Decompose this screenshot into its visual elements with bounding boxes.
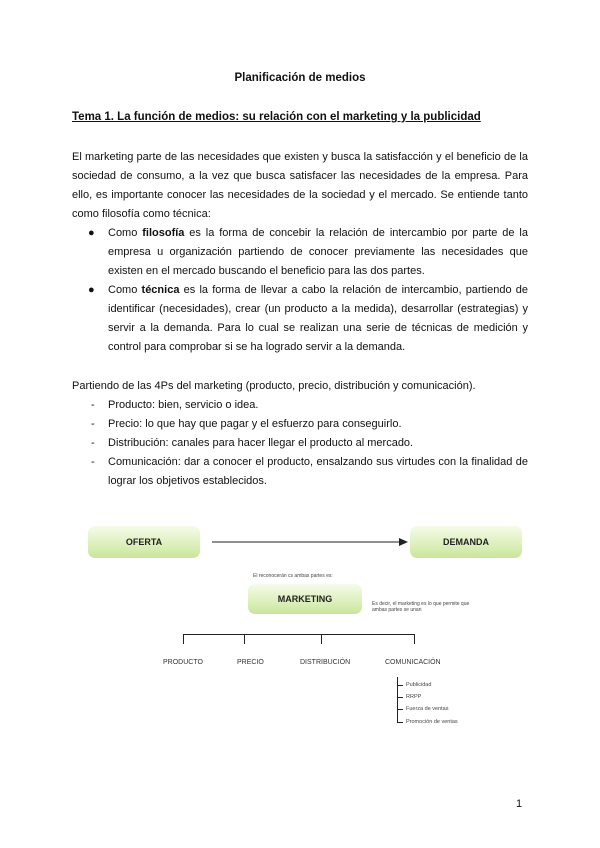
bullet-filosofia: [108, 224, 528, 281]
dash-marker: -: [91, 399, 95, 411]
bullet-marker: ●: [88, 284, 95, 296]
category-distribucion: DISTRIBUCIÓN: [300, 659, 351, 666]
tree-connector: [183, 634, 184, 644]
bullet-text: es la forma de llevar a cabo la relación de intercambio, partiendo de identificar (necesidades), crear (un producto a la medida), desarrollar (estrategias) y servir a la demanda. Para lo cual se realizan una serie de técnicas de medición y control para comprobar si se ha logrado servir a la demanda.: [108, 284, 528, 353]
dash-marker: -: [91, 437, 95, 449]
bullet-marker: ●: [88, 227, 95, 239]
note-right: Es decir, el marketing es lo que permite que ambas partes se unan: [372, 601, 470, 613]
intro-paragraph: El marketing parte de las necesidades que existen y busca la satisfacción y el beneficio de la sociedad de consumo, a la vez que busca satisfacer las necesidades de la empresa. Para ello, es importante conocer las necesidades de la sociedad y el mercado. Se entiende tanto como filosofía como técnica:: [72, 151, 528, 220]
category-precio: PRECIO: [237, 659, 264, 666]
tree-connector: [414, 634, 415, 644]
bullet-prefix: Como: [108, 227, 143, 239]
sub-connector: [397, 685, 403, 686]
bullet-tecnica: [108, 281, 528, 357]
sub-connector: [397, 677, 398, 723]
term-filosofia: filosofía: [142, 227, 185, 239]
fourp-precio: Precio: lo que hay que pagar y el esfuerzo para conseguirlo.: [108, 418, 402, 430]
demanda-box: DEMANDA: [410, 526, 522, 558]
fourp-producto: Producto: bien, servicio o idea.: [108, 399, 259, 411]
sub-item-publicidad: Publicidad: [406, 682, 432, 688]
page-title: Planificación de medios: [234, 72, 366, 84]
sub-connector: [397, 697, 403, 698]
category-producto: PRODUCTO: [163, 659, 203, 666]
oferta-box: OFERTA: [88, 526, 200, 558]
tree-connector: [183, 634, 415, 635]
tree-connector: [321, 634, 322, 644]
fourps-intro: Partiendo de las 4Ps del marketing (producto, precio, distribución y comunicación).: [72, 380, 476, 392]
fourp-comunicacion: Comunicación: dar a conocer el producto, ensalzando sus virtudes con la finalidad de lograr los objetivos establecidos.: [108, 456, 528, 487]
sub-item-fuerza-ventas: Fuerza de ventas: [406, 706, 449, 712]
dash-marker: -: [91, 456, 95, 468]
marketing-box: MARKETING: [248, 584, 362, 614]
bullet-prefix: Como: [108, 284, 142, 296]
sub-connector: [397, 722, 403, 723]
sub-item-promocion-ventas: Promoción de ventas: [406, 719, 458, 725]
sub-connector: [397, 709, 403, 710]
term-tecnica: técnica: [141, 284, 180, 296]
sub-item-rrpp: RRPP: [406, 694, 422, 700]
fourp-distribucion: Distribución: canales para hacer llegar el producto al mercado.: [108, 437, 414, 449]
page-number: 1: [516, 798, 523, 810]
bullet-text: es la forma de concebir la relación de intercambio por parte de la empresa u organización partiendo de conocer previamente las necesidades que existen en el mercado buscando el beneficio para las dos partes.: [108, 227, 528, 277]
exchange-arrow: [200, 535, 412, 549]
section-heading: Tema 1. La función de medios: su relación con el marketing y la publicidad: [72, 111, 481, 123]
note-top: El reconocerán cs ambas partes es:: [253, 573, 333, 579]
category-comunicacion: COMUNICACIÓN: [385, 659, 441, 666]
tree-connector: [244, 634, 245, 644]
dash-marker: -: [91, 418, 95, 430]
